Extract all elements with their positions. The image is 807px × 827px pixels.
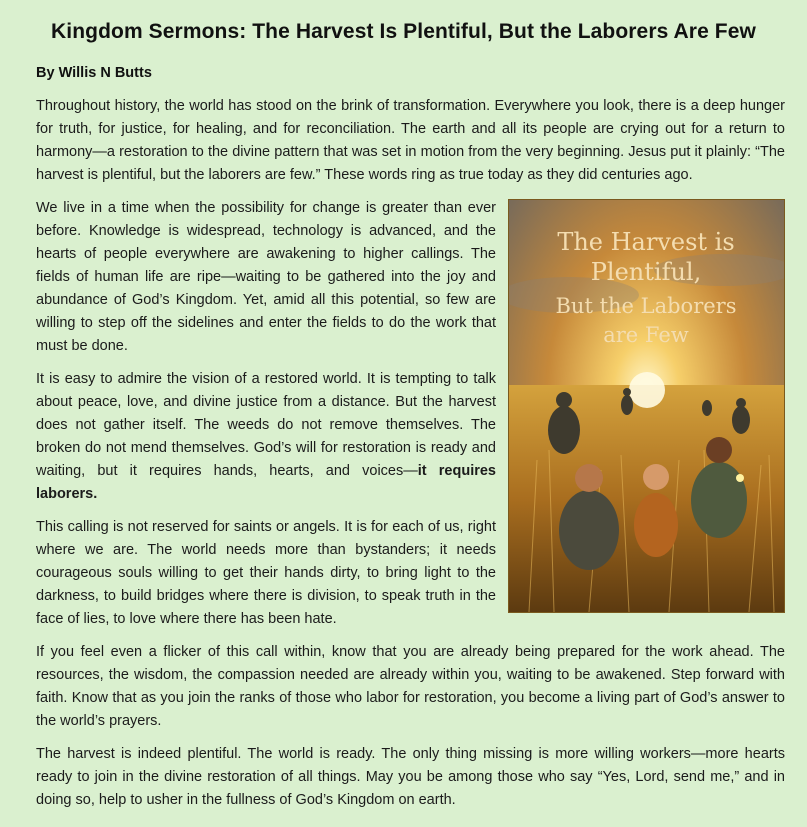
image-title-line-4: are Few: [603, 323, 689, 347]
sermon-body: [36, 95, 785, 822]
paragraph-1: Throughout history, the world has stood on the brink of transformation. Everywhere you look, there is a deep hunger for truth, for justice, for healing, and for reconciliation. The earth and all its people are crying out for a return to harmony—a restoration to the divine pattern that was set in motion from the very beginning. Jesus put it plainly: “The harvest is plentiful, but the laborers are few.” These words ring as true today as they did centuries ago.: [36, 98, 785, 183]
author-byline: By Willis N Butts: [36, 65, 152, 81]
image-title-line-3: But the Laborers: [555, 294, 737, 318]
paragraph-4: This calling is not reserved for saints or angels. It is for each of us, right where we are. The world needs more than bystanders; it needs courageous souls willing to get their hands dirty, to bring light to the darkness, to build bridges where there is division, to speak truth in the face of lies, to love where there has been hate.: [36, 519, 496, 627]
paragraph-2-text: We live in a time when the possibility for change is greater than ever before. Knowledge is widespread, technology is advanced, and the hearts of people everywhere are awakening to higher callings. The fields of human life are ripe—waiting to be gathered into the joy and abundance of God’s Kingdom. Yet, amid all this potential, so few are willing to step off the sidelines and enter the fields to do the work that must be done.: [36, 200, 496, 354]
image-title-line-1: The Harvest is: [557, 228, 735, 256]
harvest-illustration: [508, 199, 785, 613]
page-title: Kingdom Sermons: The Harvest Is Plentiful, But the Laborers Are Few: [51, 20, 756, 43]
paragraph-3-text: It is easy to admire the vision of a restored world. It is tempting to talk about peace, love, and divine justice from a distance. But the harvest does not gather itself. The weeds do not remove themselves. The broken do not mend themselves. God’s will for restoration is ready and waiting, but it requires hands, hearts, and voices—: [36, 371, 496, 479]
image-title-line-2: Plentiful,: [590, 258, 702, 286]
paragraph-3-emphasis: it requires laborers.: [36, 463, 496, 502]
paragraph-5: If you feel even a flicker of this call within, know that you are already being prepared for the work ahead. The resources, the wisdom, the compassion needed are already within you, waiting to be awakened. Step forward with faith. Know that as you join the ranks of those who labor for restoration, you become a living part of God’s answer to the world’s prayers.: [36, 644, 785, 729]
paragraph-6: The harvest is indeed plentiful. The world is ready. The only thing missing is more willing workers—more hearts ready to join in the divine restoration of all things. May you be among those who say “Yes, Lord, send me,” and in doing so, help to usher in the fullness of God’s Kingdom on earth.: [36, 746, 785, 808]
paragraph-2: [36, 197, 785, 358]
